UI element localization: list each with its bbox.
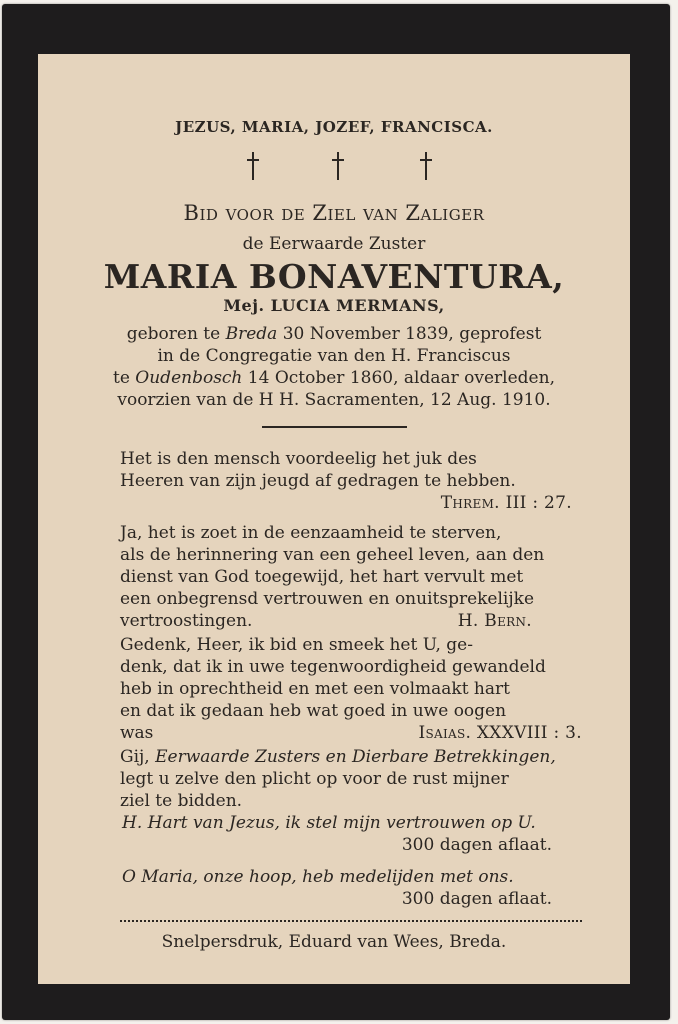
quote-line: Gedenk, Heer, ik bid en smeek het U, ge- (120, 635, 473, 655)
title-line: de Eerwaarde Zuster (242, 234, 426, 254)
cross-icon (419, 152, 433, 180)
cross-icon (331, 152, 345, 180)
prayer-text: O Maria, onze hoop, heb medelijden met ons. (122, 867, 514, 887)
bio-line-1: geboren te Breda 30 November 1839, geprofest (126, 324, 542, 344)
quote-isaias (120, 634, 582, 744)
printer-credit: Snelpersdruk, Eduard van Wees, Breda. (161, 932, 507, 952)
quote-reference: H. Bern. (457, 611, 532, 631)
appeal-line: legt u zelve den plicht op voor de rust mijner (120, 769, 509, 789)
indulgence: 300 dagen aflaat. (401, 889, 552, 909)
bio-line-2: in de Congregatie van den H. Franciscus (157, 346, 511, 366)
quote-line: denk, dat ik in uwe tegenwoordigheid gewandeld (120, 657, 546, 677)
quote-line: vertroostingen. (120, 611, 253, 631)
quote-line: was (120, 723, 154, 743)
appeal-line: Gij, Eerwaarde Zusters en Dierbare Betrekkingen, (120, 747, 556, 767)
prayer-sacred-heart (120, 812, 582, 856)
quote-line: Heeren van zijn jeugd af gedragen te hebben. (120, 471, 516, 491)
quote-reference: Threm. III : 27. (440, 493, 572, 513)
bio-line-3: te Oudenbosch 14 October 1860, aldaar overleden, (113, 368, 555, 388)
appeal-paragraph (120, 746, 582, 812)
quote-line: Het is den mensch voordeelig het juk des (120, 449, 477, 469)
card-paper (38, 54, 630, 984)
indulgence: 300 dagen aflaat. (401, 835, 552, 855)
religious-name: MARIA BONAVENTURA, (103, 257, 565, 296)
prayer-request: Bid voor de Ziel van Zaliger (183, 201, 485, 225)
prayer-maria (120, 866, 582, 910)
prayer-text: H. Hart van Jezus, ik stel mijn vertrouwen op U. (122, 813, 536, 833)
separator-line (262, 426, 407, 428)
memorial-card (2, 4, 670, 1020)
quote-reference: Isaias. XXXVIII : 3. (418, 723, 582, 743)
civil-name: Mej. LUCIA MERMANS, (223, 296, 445, 315)
cross-icon (246, 152, 260, 180)
quote-line: Ja, het is zoet in de eenzaamheid te sterven, (120, 523, 502, 543)
quote-line: dienst van God toegewijd, het hart vervult met (120, 567, 524, 587)
quote-bern (120, 522, 582, 632)
quote-line: heb in oprechtheid en met een volmaakt hart (120, 679, 510, 699)
bio-line-4: voorzien van de H H. Sacramenten, 12 Aug. 1910. (117, 390, 551, 410)
invocation: JEZUS, MARIA, JOZEF, FRANCISCA. (175, 118, 493, 136)
quote-line: en dat ik gedaan heb wat goed in uwe oogen (120, 701, 507, 721)
appeal-line: ziel te bidden. (120, 791, 243, 811)
death-place: Oudenbosch (135, 368, 243, 388)
quote-threm (120, 448, 582, 514)
quote-line: als de herinnering van een geheel leven, aan den (120, 545, 545, 565)
birth-place: Breda (225, 324, 278, 344)
crosses (38, 152, 630, 184)
quote-line: een onbegrensd vertrouwen en onuitsprekelijke (120, 589, 535, 609)
dotted-separator (120, 920, 582, 922)
